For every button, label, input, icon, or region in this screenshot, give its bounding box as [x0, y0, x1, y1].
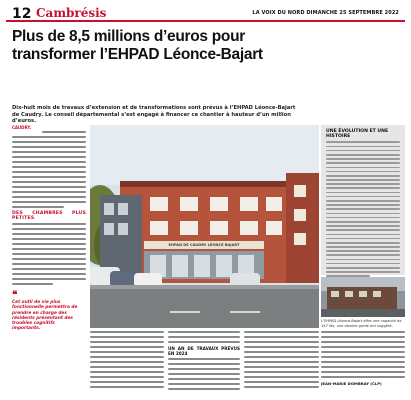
newspaper-page [6, 6, 405, 394]
body-text [168, 331, 240, 343]
quote-text: Cet outil de vie plus fonctionnelle permettra de prendre en charge des résidents présentant des troubles cognitifs importants. [12, 300, 78, 332]
article-column-1 [12, 125, 86, 290]
body-text [12, 131, 86, 208]
page-number: 12 [12, 6, 32, 22]
body-text [244, 331, 319, 388]
body-text [168, 358, 240, 390]
article-column-3 [168, 331, 240, 394]
quote-mark-icon: ❝ [12, 290, 18, 301]
page-header [6, 6, 405, 22]
article-column-2 [90, 331, 164, 394]
sidebar-photo-caption: L’EHPAD Léonce-Bajart offre une capacité de 147 lits, une dizaine garde ont suggéré. [321, 319, 402, 328]
section-title: Cambrésis [36, 6, 107, 20]
building-sign: EHPAD DE CAUDRY LÉONCE BAJART [168, 243, 240, 247]
pull-quote [12, 292, 84, 330]
body-text [90, 331, 164, 388]
article-column-5 [321, 331, 405, 394]
body-text [321, 331, 405, 378]
article-column-4 [244, 331, 319, 394]
sidebar-photo [321, 277, 405, 317]
subhead-chambres: DES CHAMBRES PLUS PETITES [12, 211, 86, 222]
body-text [12, 223, 86, 285]
ehpad-building-photo [90, 125, 319, 328]
author-signature: JEAN-MARIE DOMBRAY (CLP) [321, 380, 382, 386]
headline: Plus de 8,5 millions d’euros pour transformer l’EHPAD Léonce-Bajart [12, 28, 263, 63]
sidebar-box [321, 125, 405, 275]
sidebar-title: UNE ÉVOLUTION ET UNE HISTOIRE [326, 129, 389, 140]
standfirst: Dix-huit mois de travaux d’extension et de transformations sont prévus à l’EHPAD Léonce-Bajart de Caudry. Le conseil départemental s’est engagé à financer ce chantier à hauteur d’un million d’euros. [12, 105, 296, 124]
subhead-travaux: UN AN DE TRAVAUX PRÉVUS EN 2024 [168, 345, 240, 356]
masthead: LA VOIX DU NORD DIMANCHE 25 SEPTEMBRE 2022 [252, 10, 399, 16]
sidebar-text [326, 141, 400, 277]
byline: CAUDRY. [12, 125, 32, 130]
